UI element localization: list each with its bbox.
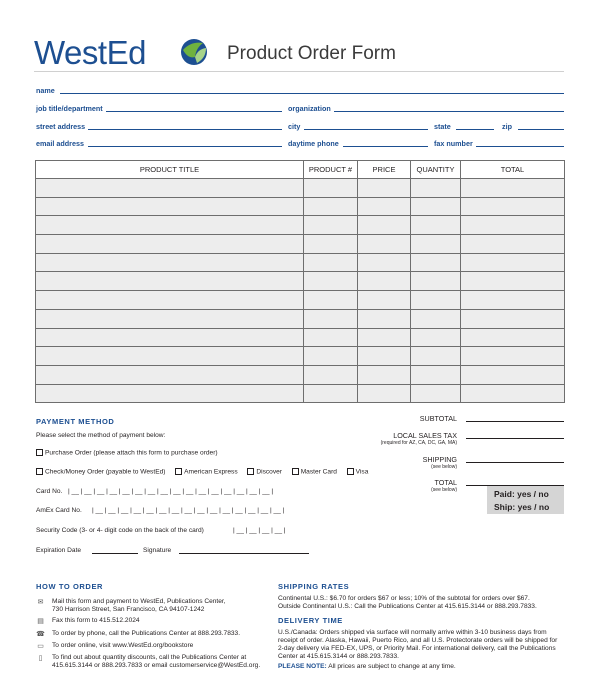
logo-text: WestEd [34,34,146,71]
local-tax-label: LOCAL SALES TAX [393,431,457,440]
card-number-label: Card No. [36,488,63,495]
purchase-order-label: Purchase Order (please attach this form to purchase order) [45,449,218,457]
table-row [36,384,565,403]
price-cell[interactable] [358,347,411,366]
quantity-cell[interactable] [411,272,461,291]
table-row [36,179,565,198]
name-field[interactable] [60,93,564,94]
security-code-label: Security Code (3- or 4- digit code on the back of the card) [36,527,204,534]
mail-icon: ✉ [37,599,44,606]
discover-checkbox[interactable] [247,468,254,475]
total-cell[interactable] [461,197,565,216]
product-title-cell[interactable] [36,384,304,403]
amex-checkbox[interactable] [175,468,182,475]
price-cell[interactable] [358,216,411,235]
name-label: name [36,86,55,95]
product-title-cell[interactable] [36,216,304,235]
zip-field[interactable] [518,129,564,130]
computer-icon: ▭ [37,643,44,650]
amex-number-field[interactable]: | __ | __ | __ | __ | __ | __ | __ | __ | __ | __ | __ | __ | __ | __ | __ | [92,507,285,514]
state-label: state [434,122,451,131]
how-to-order-text: To find out about quantity discounts, call the Publications Center at [52,654,247,661]
signature-label: Signature [143,547,172,554]
total-cell[interactable] [461,365,565,384]
product-title-cell[interactable] [36,179,304,198]
check-label: Check/Money Order (payable to WestEd) [45,468,166,476]
how-to-order-text: 415.615.3144 or 888.293.7833 or email customerservice@WestEd.org. [52,662,261,669]
daytime-phone-label: daytime phone [288,139,339,148]
amex-label: American Express [184,468,238,476]
visa-label: Visa [355,468,369,476]
table-row [36,216,565,235]
product-title-cell[interactable] [36,272,304,291]
price-cell[interactable] [358,272,411,291]
email-field[interactable] [88,146,282,147]
quantity-cell[interactable] [411,291,461,310]
table-row [36,253,565,272]
product-number-cell[interactable] [304,384,358,403]
how-to-order-text: To order by phone, call the Publications Center at 888.293.7833. [52,630,241,637]
street-label: street address [36,122,86,131]
how-to-order-heading: HOW TO ORDER [36,582,104,591]
product-title-cell[interactable] [36,197,304,216]
card-number-field[interactable]: | __ | __ | __ | __ | __ | __ | __ | __ | __ | __ | __ | __ | __ | __ | __ | __ | [68,488,274,495]
price-cell[interactable] [358,253,411,272]
col-product-title: PRODUCT TITLE [36,161,304,179]
mastercard-checkbox[interactable] [292,468,299,475]
col-quantity: QUANTITY [411,161,461,179]
product-number-cell[interactable] [304,235,358,254]
purchase-order-option[interactable] [36,449,218,456]
quantity-cell[interactable] [411,216,461,235]
security-code-field[interactable]: | __ | __ | __ | __ | [233,527,286,534]
product-number-cell[interactable] [304,272,358,291]
phone-icon: ☎ [36,631,45,638]
price-note [278,663,456,670]
total-note: (see below) [431,487,457,493]
table-header-row [36,161,565,179]
product-title-cell[interactable] [36,328,304,347]
price-note-text: All prices are subject to change at any time. [326,663,456,670]
price-cell[interactable] [358,328,411,347]
col-total: TOTAL [461,161,565,179]
purchase-order-checkbox[interactable] [36,449,43,456]
delivery-line: Center at 415.615.3144 or 888.293.7833. [278,653,399,660]
how-to-order-text: Fax this form to 415.512.2024 [52,617,140,624]
how-to-order-text: Mail this form and payment to WestEd, Publications Center, [52,598,226,605]
document-icon: ▯ [38,655,43,662]
shipping-rate-line: Continental U.S.: $6.70 for orders $67 or less; 10% of the subtotal for orders over $67. [278,595,530,602]
total-cell[interactable] [461,179,565,198]
local-tax-note: (required for AZ, CA, DC, GA, MA) [380,440,457,446]
subtotal-field[interactable] [466,421,564,422]
shipping-field[interactable] [466,462,564,463]
product-title-cell[interactable] [36,291,304,310]
delivery-line: 2-day delivery via FED-EX, UPS, or Priority Mail. For international delivery, call the Publications [278,645,556,652]
table-row [36,309,565,328]
subtotal-label: SUBTOTAL [419,414,457,423]
amex-number-label: AmEx Card No. [36,507,82,514]
price-cell[interactable] [358,365,411,384]
price-cell[interactable] [358,197,411,216]
quantity-cell[interactable] [411,384,461,403]
header-divider [34,71,564,72]
local-tax-field[interactable] [466,438,564,439]
delivery-line: receipt of order. Alaska, Hawaii, Puerto Rico, and all U.S. Protectorate orders will be shipped for [278,637,558,644]
mastercard-label: Master Card [300,468,337,476]
col-product-number: PRODUCT # [304,161,358,179]
city-label: city [288,122,301,131]
quantity-cell[interactable] [411,235,461,254]
quantity-cell[interactable] [411,328,461,347]
product-title-cell[interactable] [36,309,304,328]
form-title: Product Order Form [227,43,396,64]
price-cell[interactable] [358,235,411,254]
product-number-cell[interactable] [304,216,358,235]
price-cell[interactable] [358,291,411,310]
product-number-cell[interactable] [304,179,358,198]
payment-options-row [36,468,368,475]
price-cell[interactable] [358,309,411,328]
total-cell[interactable] [461,253,565,272]
table-body [36,179,565,403]
product-number-cell[interactable] [304,197,358,216]
total-cell[interactable] [461,309,565,328]
city-field[interactable] [304,129,428,130]
logo-globe-icon [179,37,209,67]
fax-field[interactable] [476,146,564,147]
total-cell[interactable] [461,328,565,347]
price-cell[interactable] [358,384,411,403]
shipping-note: (see below) [431,464,457,470]
table-row [36,197,565,216]
product-table [35,160,565,403]
total-cell[interactable] [461,235,565,254]
product-number-cell[interactable] [304,365,358,384]
product-number-cell[interactable] [304,253,358,272]
fax-label: fax number [434,139,473,148]
total-cell[interactable] [461,347,565,366]
shipping-rate-line: Outside Continental U.S.: Call the Publications Center at 415.615.3144 or 888.293.7833. [278,603,537,610]
total-cell[interactable] [461,384,565,403]
table-row [36,365,565,384]
how-to-order-text: 730 Harrison Street, San Francisco, CA 94107-1242 [52,606,205,613]
shipping-rates-heading: SHIPPING RATES [278,582,350,591]
organization-label: organization [288,104,331,113]
total-cell[interactable] [461,291,565,310]
header [34,34,564,70]
product-number-cell[interactable] [304,291,358,310]
payment-method-heading: PAYMENT METHOD [36,417,115,426]
paid-status: Paid: yes / no [494,489,549,499]
daytime-phone-field[interactable] [343,146,428,147]
shipping-label: SHIPPING [422,455,457,464]
expiration-field[interactable] [92,553,138,554]
product-number-cell[interactable] [304,328,358,347]
delivery-line: U.S./Canada: Orders shipped via surface will normally arrive within 3-10 business days from [278,629,547,636]
total-cell[interactable] [461,216,565,235]
quantity-cell[interactable] [411,179,461,198]
quantity-cell[interactable] [411,365,461,384]
product-title-cell[interactable] [36,347,304,366]
product-number-cell[interactable] [304,309,358,328]
quantity-cell[interactable] [411,347,461,366]
quantity-cell[interactable] [411,253,461,272]
delivery-time-heading: DELIVERY TIME [278,616,343,625]
price-cell[interactable] [358,179,411,198]
table-row [36,328,565,347]
visa-checkbox[interactable] [347,468,354,475]
job-title-field[interactable] [106,111,282,112]
product-title-cell[interactable] [36,365,304,384]
price-note-label: PLEASE NOTE: [278,663,327,670]
quantity-cell[interactable] [411,197,461,216]
street-field[interactable] [88,129,282,130]
table-row [36,235,565,254]
total-label: TOTAL [434,478,457,487]
expiration-label: Expiration Date [36,547,82,554]
discover-label: Discover [256,468,282,476]
product-number-cell[interactable] [304,347,358,366]
product-title-cell[interactable] [36,253,304,272]
how-to-order-text: To order online, visit www.WestEd.org/bookstore [52,642,194,649]
signature-field[interactable] [179,553,309,554]
check-checkbox[interactable] [36,468,43,475]
product-title-cell[interactable] [36,235,304,254]
email-label: email address [36,139,84,148]
table-row [36,347,565,366]
state-field[interactable] [456,129,494,130]
col-price: PRICE [358,161,411,179]
table-row [36,272,565,291]
quantity-cell[interactable] [411,309,461,328]
zip-label: zip [502,122,512,131]
table-row [36,291,565,310]
job-title-label: job title/department [36,104,103,113]
fax-icon: ▤ [37,618,44,625]
total-cell[interactable] [461,272,565,291]
organization-field[interactable] [334,111,564,112]
ship-status: Ship: yes / no [494,502,550,512]
payment-instruction: Please select the method of payment below: [36,432,166,439]
